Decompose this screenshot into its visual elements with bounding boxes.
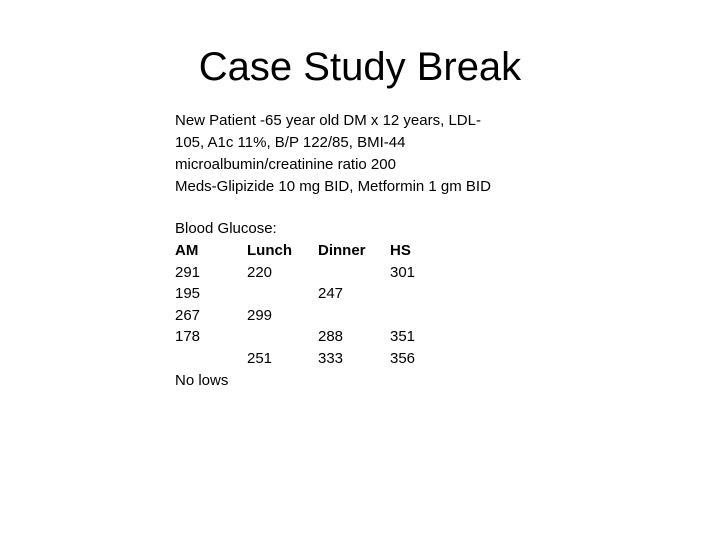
cell-dinner: 333 (318, 349, 344, 367)
cell-dinner (318, 262, 390, 284)
cell-dinner: 288 (318, 328, 344, 346)
cell-hs (390, 305, 450, 327)
glucose-header-row (175, 240, 450, 262)
cell-hs (390, 283, 450, 305)
table-row (175, 262, 450, 284)
cell-hs: 356 (390, 349, 416, 367)
detail-line-1: New Patient -65 year old DM x 12 years, LDL- (175, 112, 481, 129)
glucose-table (175, 240, 450, 370)
spacer (175, 198, 675, 218)
cell-dinner (318, 305, 390, 327)
no-lows-note: No lows (175, 371, 229, 389)
detail-line-2: 105, A1c 11%, B/P 122/85, BMI-44 (175, 134, 406, 151)
header-am: AM (175, 242, 199, 259)
cell-am (175, 348, 247, 370)
cell-lunch: 299 (247, 306, 273, 324)
table-row (175, 348, 450, 370)
header-lunch: Lunch (247, 242, 292, 259)
cell-hs: 301 (390, 263, 416, 281)
glucose-label: Blood Glucose: (175, 220, 277, 237)
cell-am: 178 (175, 328, 201, 346)
slide-title: Case Study Break (198, 45, 522, 89)
cell-lunch: 220 (247, 263, 273, 281)
table-row (175, 283, 450, 305)
cell-am: 267 (175, 306, 201, 324)
cell-am: 195 (175, 285, 201, 303)
table-row (175, 326, 450, 348)
cell-hs: 351 (390, 328, 416, 346)
cell-lunch: 251 (247, 349, 273, 367)
header-dinner: Dinner (318, 242, 366, 259)
cell-lunch (247, 326, 318, 348)
table-row (175, 305, 450, 327)
detail-line-3: microalbumin/creatinine ratio 200 (175, 156, 396, 173)
cell-dinner: 247 (318, 285, 344, 303)
header-hs: HS (390, 242, 411, 259)
cell-lunch (247, 283, 318, 305)
detail-line-4: Meds-Glipizide 10 mg BID, Metformin 1 gm BID (175, 178, 491, 195)
case-details (175, 110, 675, 392)
cell-am: 291 (175, 263, 201, 281)
